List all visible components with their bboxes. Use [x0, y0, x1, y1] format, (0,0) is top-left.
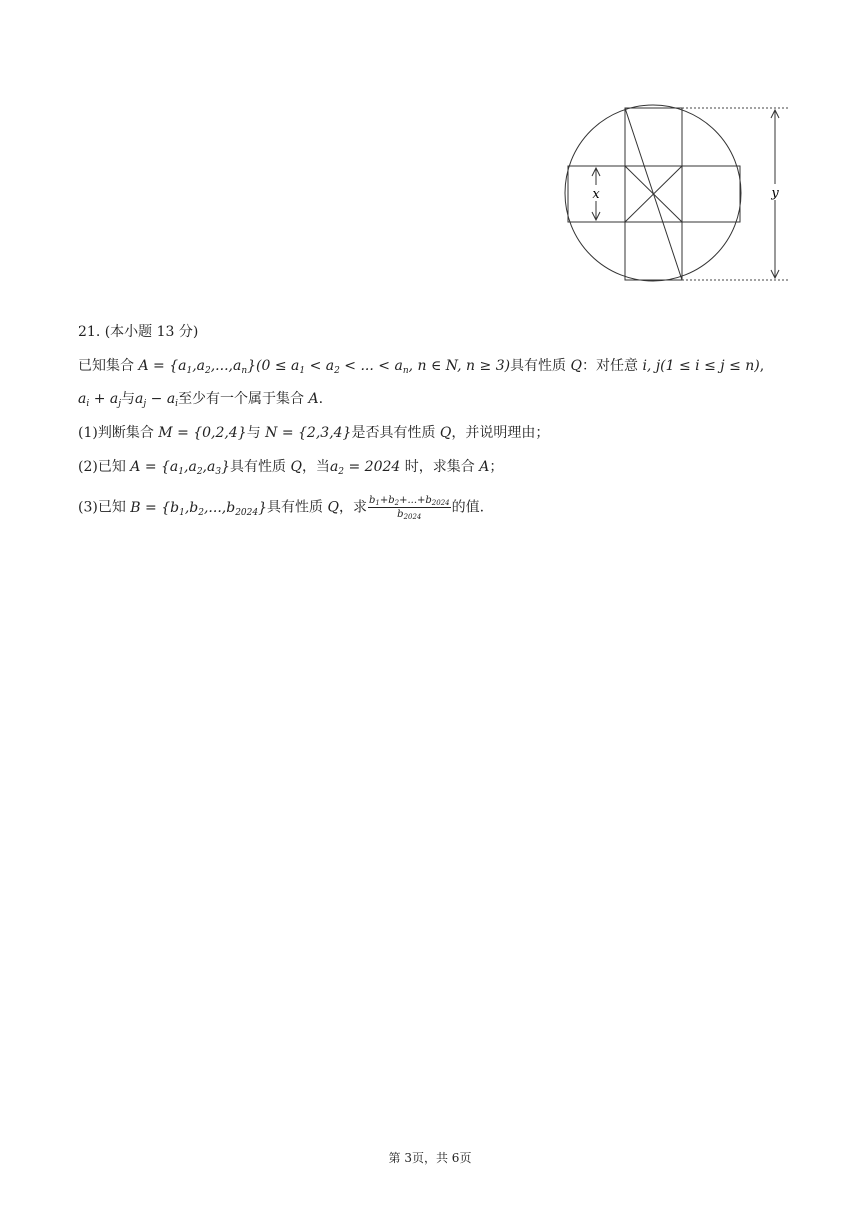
page-footer: 第 3页，共 6页 [388, 1151, 472, 1165]
geometry-figure [560, 100, 792, 290]
sub-question-1: (1)判断集合 M = {0,2,4}与 N = {2,3,4}是否具有性质 Q，并说明理由； [78, 425, 550, 441]
sub-question-3: (3)已知 $B = \{b_1,b_2,...,b_{2024}\}$具有性质 Q，求 $\frac{b_1+b_2+...+b_{2024}}{b_{2024}}$ 的值. [78, 495, 485, 521]
problem-statement-line-2: $a_i + a_j$与$a_j - a_i$至少有一个属于集合 A. [78, 391, 324, 409]
problem-statement-line-1: 已知集合 $A = \{a_1,a_2,...,a_n\}(0 \le a_1 < a_2$ < ... < $a_n$, n ∈ N, n ≥ 3)具有性质 Q：对任意 i, j(1 ≤ i ≤ j ≤ n), [78, 358, 765, 376]
y-label: y [771, 186, 779, 201]
x-label: x [592, 187, 600, 202]
fraction: $\frac{b_1+b_2+...+b_{2024}}{b_{2024}}$ [368, 495, 450, 521]
long-diagonal [625, 108, 682, 280]
circle-cross-diagram [560, 100, 792, 290]
sub-question-2: (2)已知 $A = \{a_1,a_2,a_3\}$具有性质 Q，当$a_2 = 2024$ 时，求集合 A； [78, 459, 504, 477]
problem-heading: 21. (本小题 13 分) [78, 324, 199, 340]
